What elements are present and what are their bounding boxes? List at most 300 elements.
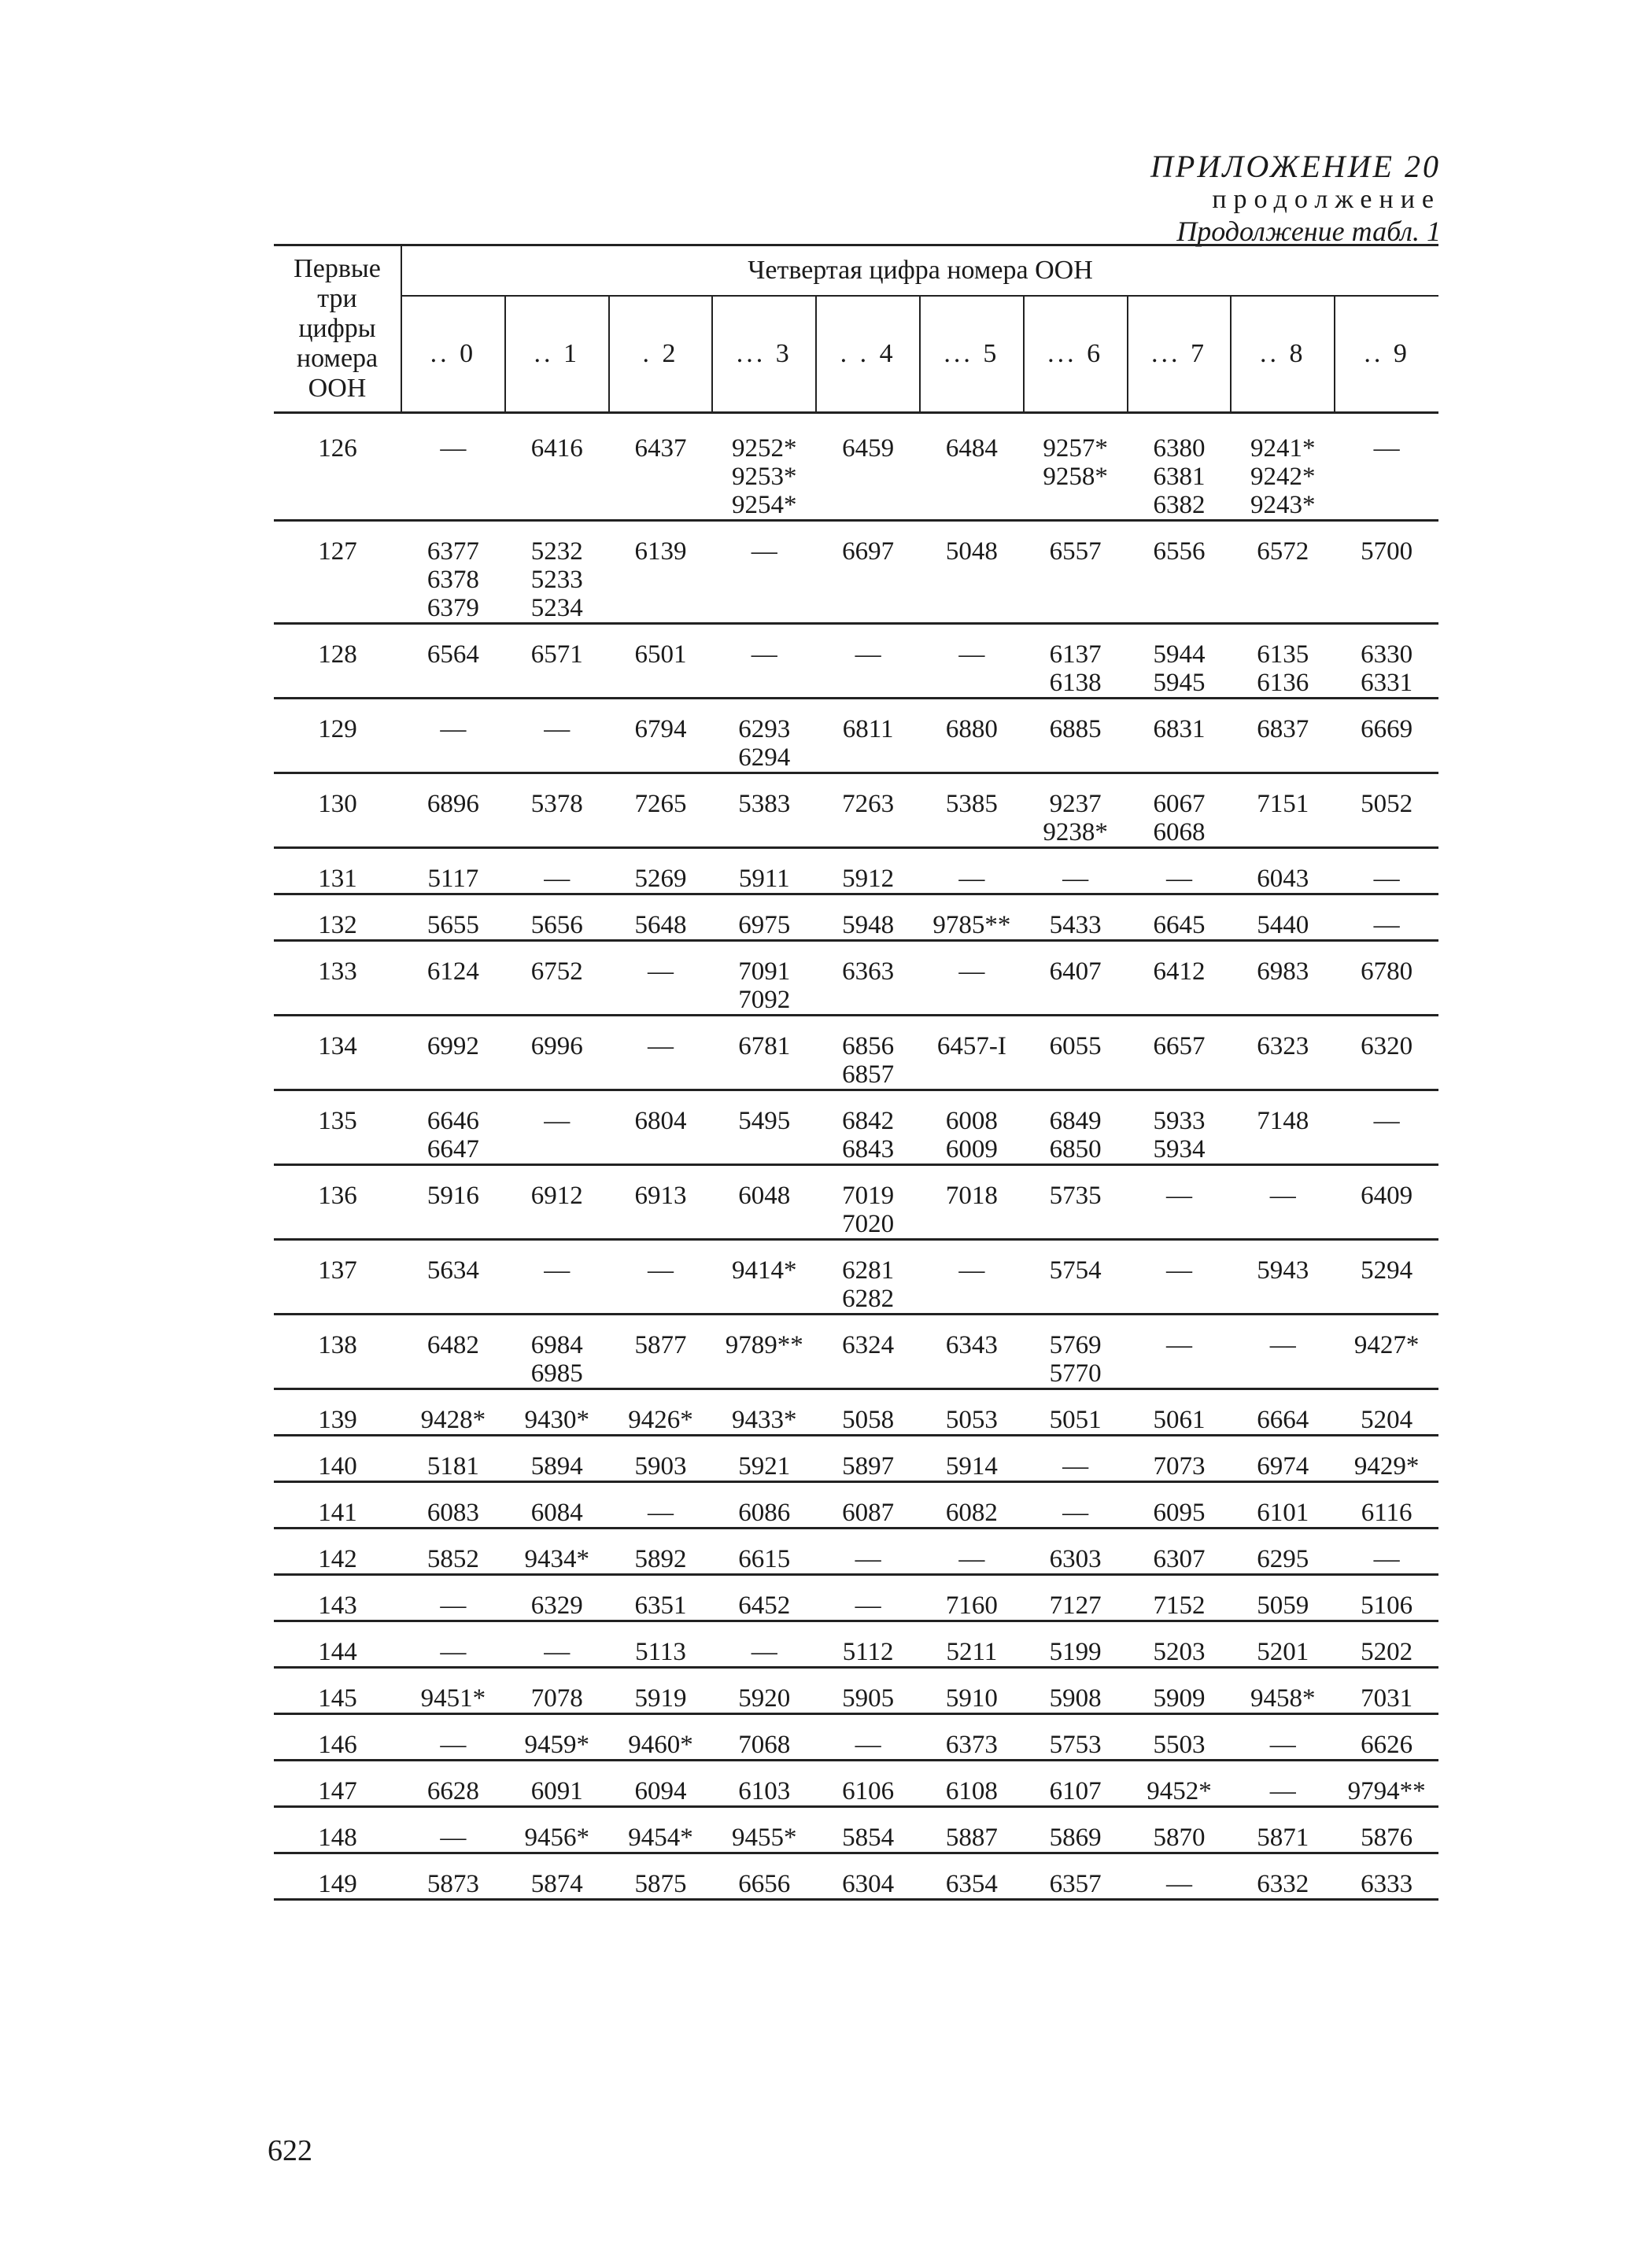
table-cell (1335, 1714, 1438, 1761)
un-number: 6850 (1049, 1135, 1102, 1164)
un-number: 6647 (427, 1135, 479, 1164)
un-number: 6983 (1257, 957, 1309, 986)
table-cell (1024, 1668, 1128, 1714)
table-row (274, 1761, 1438, 1807)
un-number: — (1373, 865, 1400, 893)
un-number: — (751, 537, 777, 566)
un-number: 5233 (530, 566, 583, 594)
un-number: — (855, 1731, 881, 1759)
appendix-title: ПРИЛОЖЕНИЕ 20 (1150, 149, 1441, 184)
digit-header: . 2 (609, 296, 713, 413)
un-number: 5051 (1049, 1406, 1102, 1434)
table-cell (1231, 624, 1335, 699)
un-number: 5870 (1153, 1824, 1206, 1852)
un-number: 6984 (530, 1331, 583, 1359)
un-number: 5648 (634, 911, 687, 939)
table-cell (609, 941, 713, 1016)
un-number: 5873 (427, 1870, 479, 1898)
un-number: 9428* (420, 1406, 486, 1434)
un-number: 6842 (842, 1107, 895, 1135)
digit-header: ... 5 (920, 296, 1024, 413)
un-number: 5869 (1049, 1824, 1102, 1852)
un-number: 9451* (420, 1684, 486, 1713)
un-number: — (1373, 1545, 1400, 1573)
table-cell (1128, 1761, 1232, 1807)
un-number: 5433 (1049, 911, 1102, 939)
table-cell (401, 1807, 505, 1853)
un-number: — (751, 1638, 777, 1666)
table-cell (401, 1016, 505, 1090)
table-cell (1335, 1240, 1438, 1315)
un-number: 5106 (1361, 1591, 1413, 1620)
row-key: 127 (274, 521, 401, 624)
un-number: 9452* (1147, 1777, 1212, 1805)
table-cell (1024, 1761, 1128, 1807)
un-number: 5181 (427, 1452, 479, 1481)
digit-header: ... 6 (1024, 296, 1128, 413)
table-cell (505, 1240, 609, 1315)
un-number: 6094 (634, 1777, 687, 1805)
un-number: 6083 (427, 1499, 479, 1527)
un-number: 5871 (1257, 1824, 1309, 1852)
table-cell (1024, 1165, 1128, 1240)
table-row (274, 1389, 1438, 1436)
un-number: — (440, 715, 467, 743)
un-number: 5232 (530, 537, 583, 566)
un-number: 5944 (1153, 640, 1206, 669)
un-number: 6752 (530, 957, 583, 986)
un-number: 7151 (1257, 790, 1309, 818)
un-number: — (1165, 1870, 1192, 1898)
un-number: 5921 (738, 1452, 791, 1481)
table-cell (1335, 1389, 1438, 1436)
table-cell (712, 624, 816, 699)
table-row (274, 1482, 1438, 1529)
table-cell (816, 1761, 920, 1807)
un-number: 6416 (530, 434, 583, 463)
table-cell (1024, 1090, 1128, 1165)
table-cell (920, 848, 1024, 894)
table-cell (816, 1482, 920, 1529)
table-continuation-label: Продолжение табл. 1 (1176, 216, 1441, 247)
un-number: 6082 (945, 1499, 998, 1527)
un-number: 6975 (738, 911, 791, 939)
table-cell (609, 894, 713, 941)
un-number: 5117 (427, 865, 479, 893)
un-number: 6138 (1049, 669, 1102, 697)
table-cell (920, 699, 1024, 773)
un-number: 6303 (1049, 1545, 1102, 1573)
table-cell (712, 1668, 816, 1714)
un-number: 6135 (1257, 640, 1309, 669)
table-cell (1024, 413, 1128, 521)
table-cell (816, 1575, 920, 1621)
un-number: 6697 (842, 537, 895, 566)
row-key: 138 (274, 1315, 401, 1389)
un-number: — (647, 957, 674, 986)
digit-header: .. 8 (1231, 296, 1335, 413)
un-number: 5909 (1153, 1684, 1206, 1713)
un-number: 6295 (1257, 1545, 1309, 1573)
table-row (274, 699, 1438, 773)
table-cell (1335, 773, 1438, 848)
un-number: 6343 (945, 1331, 998, 1359)
un-number: 7020 (842, 1210, 895, 1238)
un-number: 6106 (842, 1777, 895, 1805)
table-cell (1335, 941, 1438, 1016)
table-cell (1128, 624, 1232, 699)
row-key: 149 (274, 1853, 401, 1900)
un-number: 6885 (1049, 715, 1102, 743)
un-number: 6780 (1361, 957, 1413, 986)
table-cell (505, 941, 609, 1016)
table-cell (1231, 1575, 1335, 1621)
table-cell (609, 1389, 713, 1436)
page-heading (1150, 148, 1441, 249)
table-cell (609, 848, 713, 894)
table-cell (712, 941, 816, 1016)
un-number: 9252* (732, 434, 797, 463)
table-cell (1128, 1575, 1232, 1621)
table-cell (401, 624, 505, 699)
table-cell (1024, 1389, 1128, 1436)
table-cell (505, 894, 609, 941)
un-number: 6324 (842, 1331, 895, 1359)
un-number: — (1269, 1777, 1296, 1805)
table-cell (920, 1853, 1024, 1900)
table-cell (712, 1761, 816, 1807)
un-number: 9433* (732, 1406, 797, 1434)
un-number: 5908 (1049, 1684, 1102, 1713)
un-number: 7018 (945, 1182, 998, 1210)
table-cell (1231, 1807, 1335, 1853)
table-cell (401, 1761, 505, 1807)
un-number: 6657 (1153, 1032, 1206, 1060)
un-number: — (440, 1731, 467, 1759)
un-number: — (855, 1545, 881, 1573)
table-cell (712, 413, 816, 521)
table-cell (1335, 1621, 1438, 1668)
table-cell (816, 1090, 920, 1165)
un-number: 9434* (524, 1545, 589, 1573)
table-row (274, 413, 1438, 521)
digit-header: .. 1 (505, 296, 609, 413)
table-cell (1128, 1389, 1232, 1436)
un-number: 5753 (1049, 1731, 1102, 1759)
un-number: 5048 (945, 537, 998, 566)
un-number: 6363 (842, 957, 895, 986)
table-cell (1128, 1016, 1232, 1090)
un-number: 6009 (945, 1135, 998, 1164)
un-number: — (544, 865, 571, 893)
table-cell (401, 773, 505, 848)
table-cell (609, 773, 713, 848)
table-cell (505, 1389, 609, 1436)
row-key: 134 (274, 1016, 401, 1090)
un-number: 7073 (1153, 1452, 1206, 1481)
page-number: 622 (268, 2134, 312, 2167)
un-number: — (544, 1256, 571, 1285)
table-cell (1024, 1315, 1128, 1389)
un-number: 6282 (842, 1285, 895, 1313)
table-cell (816, 624, 920, 699)
un-number: 6856 (842, 1032, 895, 1060)
un-number: 7148 (1257, 1107, 1309, 1135)
table-cell (401, 699, 505, 773)
table-cell (920, 1621, 1024, 1668)
un-number: — (1165, 865, 1192, 893)
un-number: 6068 (1153, 818, 1206, 846)
un-number: 5754 (1049, 1256, 1102, 1285)
table-cell (1024, 1016, 1128, 1090)
table-cell (609, 1016, 713, 1090)
un-number: 9794** (1347, 1777, 1426, 1805)
table-cell (505, 1016, 609, 1090)
table-row (274, 1714, 1438, 1761)
un-number: 6091 (530, 1777, 583, 1805)
row-key: 130 (274, 773, 401, 848)
table-cell (1128, 773, 1232, 848)
table-cell (505, 1090, 609, 1165)
table-row (274, 1016, 1438, 1090)
table-row (274, 1090, 1438, 1165)
un-number: — (1062, 1499, 1089, 1527)
table-cell (1231, 699, 1335, 773)
un-number: — (1062, 865, 1089, 893)
un-number: 6837 (1257, 715, 1309, 743)
un-number: 6811 (842, 715, 894, 743)
un-number: 6293 (738, 715, 791, 743)
table-cell (609, 1853, 713, 1900)
table-cell (1128, 521, 1232, 624)
table-cell (1024, 1853, 1128, 1900)
table-cell (401, 521, 505, 624)
table-cell (1128, 848, 1232, 894)
table-cell (1231, 521, 1335, 624)
table-cell (505, 1668, 609, 1714)
digit-header: ... 7 (1128, 296, 1232, 413)
un-number: 6656 (738, 1870, 791, 1898)
row-key: 140 (274, 1436, 401, 1482)
un-number: 6849 (1049, 1107, 1102, 1135)
table-cell (816, 1436, 920, 1482)
un-number: 5854 (842, 1824, 895, 1852)
table-cell (816, 1714, 920, 1761)
table-cell (505, 1165, 609, 1240)
table-cell (401, 1575, 505, 1621)
table-cell (1335, 1807, 1438, 1853)
un-number: — (855, 640, 881, 669)
table-cell (712, 1240, 816, 1315)
table-cell (401, 1714, 505, 1761)
un-number: 6055 (1049, 1032, 1102, 1060)
table-cell (1231, 941, 1335, 1016)
table-cell (1024, 1807, 1128, 1853)
table-cell (401, 894, 505, 941)
table-cell (1024, 773, 1128, 848)
un-number: 5495 (738, 1107, 791, 1135)
un-number: 6101 (1257, 1499, 1309, 1527)
table-cell (712, 1621, 816, 1668)
un-number: 5903 (634, 1452, 687, 1481)
table-cell (920, 894, 1024, 941)
table-cell (816, 1240, 920, 1315)
table-cell (505, 773, 609, 848)
table-cell (609, 413, 713, 521)
un-number: 6087 (842, 1499, 895, 1527)
un-number: 5892 (634, 1545, 687, 1573)
un-number: 5934 (1153, 1135, 1206, 1164)
table-cell (712, 699, 816, 773)
table-cell (712, 521, 816, 624)
continuation-label: продолжение (1212, 185, 1441, 214)
table-cell (920, 941, 1024, 1016)
table-cell (816, 941, 920, 1016)
table-cell (1024, 848, 1128, 894)
table-cell (1128, 1807, 1232, 1853)
table-cell (401, 1165, 505, 1240)
table-cell (609, 699, 713, 773)
un-number: 6307 (1153, 1545, 1206, 1573)
un-number: 6412 (1153, 957, 1206, 986)
table-cell (920, 1714, 1024, 1761)
row-key: 141 (274, 1482, 401, 1529)
table-cell (712, 1853, 816, 1900)
row-key: 132 (274, 894, 401, 941)
table-cell (816, 1165, 920, 1240)
un-number: 5052 (1361, 790, 1413, 818)
un-number: 5656 (530, 911, 583, 939)
row-key: 145 (274, 1668, 401, 1714)
un-number: 7092 (738, 986, 791, 1014)
un-number: 6377 (427, 537, 479, 566)
table-cell (816, 1529, 920, 1575)
un-number: 6501 (634, 640, 687, 669)
un-number: 7265 (634, 790, 687, 818)
un-number: 5919 (634, 1684, 687, 1713)
table-cell (505, 521, 609, 624)
table-cell (712, 848, 816, 894)
row-key: 135 (274, 1090, 401, 1165)
table-cell (401, 1240, 505, 1315)
un-number: — (1062, 1452, 1089, 1481)
table-cell (816, 521, 920, 624)
table-cell (505, 699, 609, 773)
un-number: 6380 (1153, 434, 1206, 463)
un-number: 5269 (634, 865, 687, 893)
digit-header: .. 9 (1335, 296, 1438, 413)
un-number: — (647, 1256, 674, 1285)
un-number: 6615 (738, 1545, 791, 1573)
table-cell (1335, 521, 1438, 624)
digit-header: . . 4 (816, 296, 920, 413)
table-cell (816, 848, 920, 894)
un-number: 5735 (1049, 1182, 1102, 1210)
un-number: — (440, 1591, 467, 1620)
table-row (274, 1315, 1438, 1389)
un-number: — (855, 1591, 881, 1620)
un-number: — (440, 1824, 467, 1852)
un-number: 6996 (530, 1032, 583, 1060)
table-cell (1128, 413, 1232, 521)
un-number: 7152 (1153, 1591, 1206, 1620)
un-number: 6857 (842, 1060, 895, 1089)
un-number: — (440, 434, 467, 463)
table-cell (816, 1807, 920, 1853)
un-number: 6048 (738, 1182, 791, 1210)
table-cell (1231, 1714, 1335, 1761)
un-number: 6459 (842, 434, 895, 463)
table-cell (609, 1165, 713, 1240)
table-cell (920, 521, 1024, 624)
table-cell (505, 1621, 609, 1668)
table-cell (1024, 1529, 1128, 1575)
table-cell (712, 773, 816, 848)
un-number: 9241* (1250, 434, 1316, 463)
table-cell (401, 1436, 505, 1482)
row-key: 129 (274, 699, 401, 773)
un-number: — (751, 640, 777, 669)
un-number: 6564 (427, 640, 479, 669)
table-cell (1335, 894, 1438, 941)
un-number: 6294 (738, 743, 791, 772)
table-cell (1335, 1575, 1438, 1621)
table-cell (1335, 1016, 1438, 1090)
table-cell (1335, 413, 1438, 521)
table-cell (1231, 1389, 1335, 1436)
un-number: — (1269, 1731, 1296, 1759)
un-number: 5852 (427, 1545, 479, 1573)
un-number: 6452 (738, 1591, 791, 1620)
table-cell (1231, 1016, 1335, 1090)
table-cell (920, 1807, 1024, 1853)
table-cell (1128, 1315, 1232, 1389)
un-number: 6992 (427, 1032, 479, 1060)
un-number: 6103 (738, 1777, 791, 1805)
un-number: 5378 (530, 790, 583, 818)
un-number: 9459* (524, 1731, 589, 1759)
un-number: 5059 (1257, 1591, 1309, 1620)
un-number: 9258* (1043, 463, 1108, 491)
un-number: 5383 (738, 790, 791, 818)
un-number: — (1165, 1256, 1192, 1285)
un-number: 9237 (1049, 790, 1102, 818)
table-row (274, 1621, 1438, 1668)
un-number: 5769 (1049, 1331, 1102, 1359)
un-number: 5199 (1049, 1638, 1102, 1666)
table-cell (712, 1165, 816, 1240)
table-cell (505, 1482, 609, 1529)
table-cell (1335, 848, 1438, 894)
table-cell (505, 848, 609, 894)
un-number: — (1165, 1182, 1192, 1210)
un-number: 9414* (732, 1256, 797, 1285)
table-cell (920, 1761, 1024, 1807)
un-number: 9257* (1043, 434, 1108, 463)
row-key: 137 (274, 1240, 401, 1315)
table-cell (609, 521, 713, 624)
un-number: 9789** (725, 1331, 803, 1359)
un-number: — (958, 865, 985, 893)
table-cell (609, 1621, 713, 1668)
un-number: 6880 (945, 715, 998, 743)
table-row (274, 894, 1438, 941)
table-cell (1128, 1668, 1232, 1714)
un-number: 6116 (1361, 1499, 1413, 1527)
table-cell (1231, 773, 1335, 848)
table-row (274, 624, 1438, 699)
table-cell (1335, 1668, 1438, 1714)
